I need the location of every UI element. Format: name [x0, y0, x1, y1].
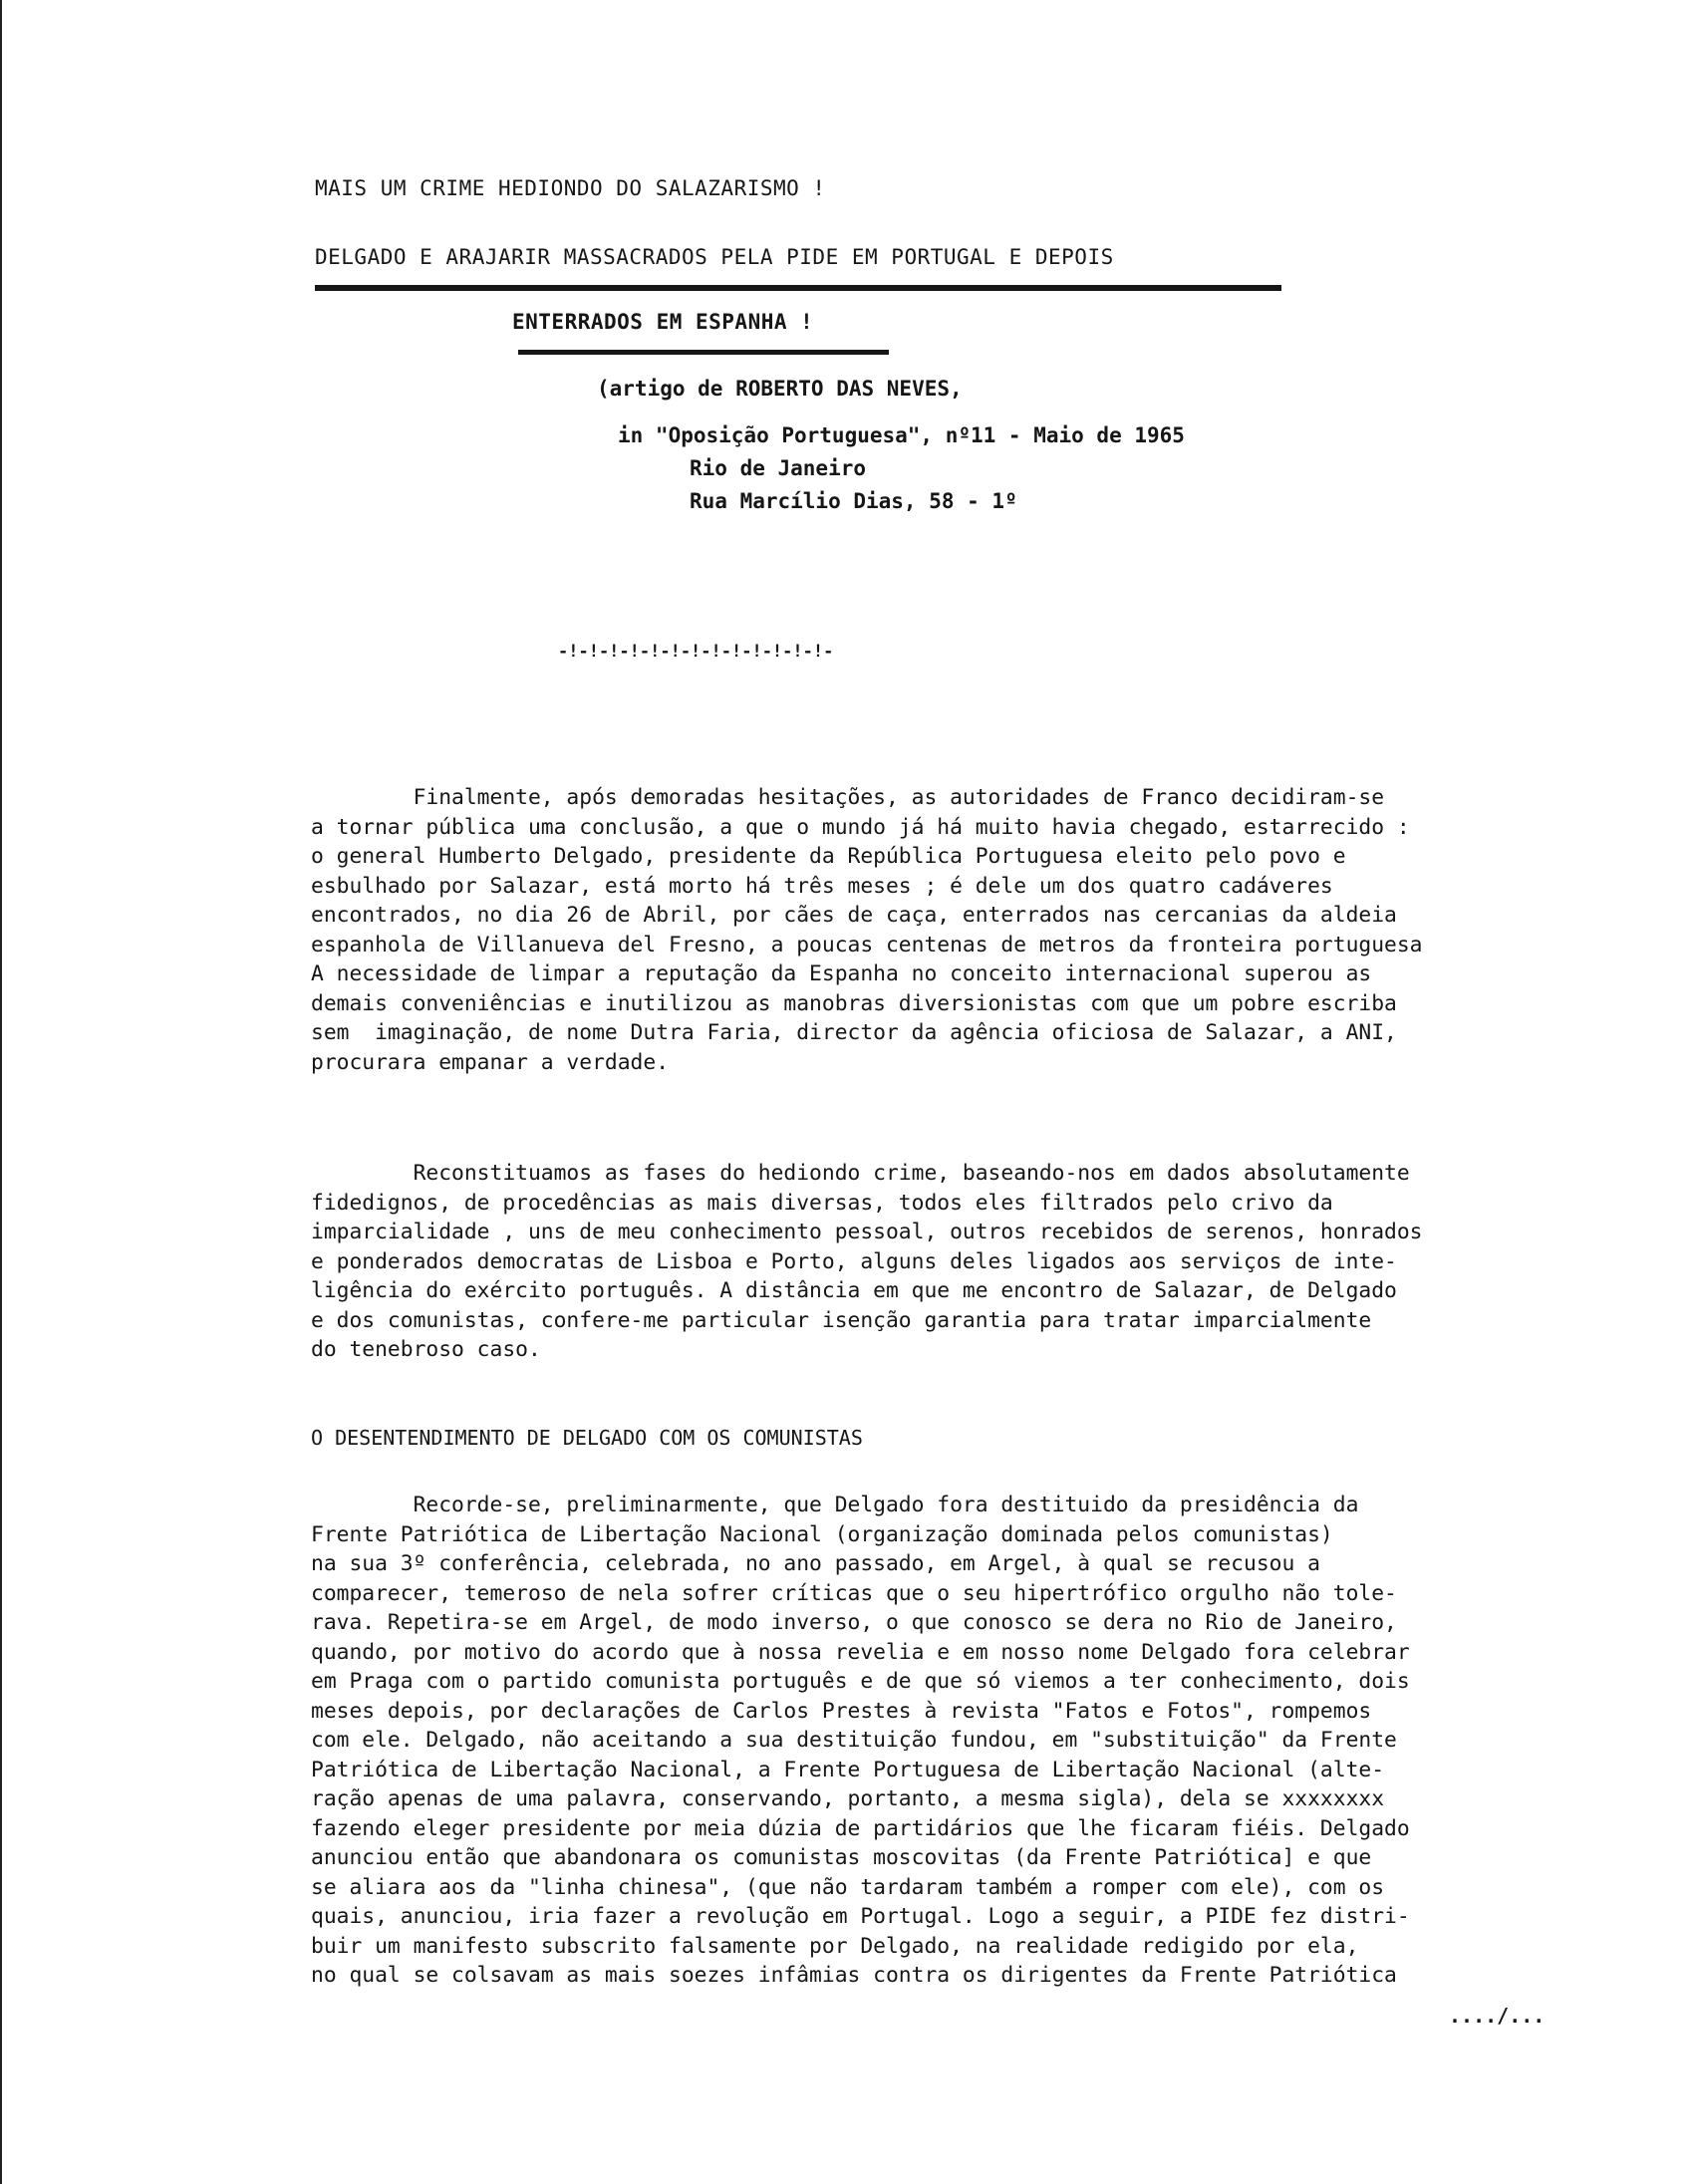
paragraph-line: meses depois, por declarações de Carlos Prestes à revista "Fatos e Fotos", rompemos — [311, 1698, 1372, 1724]
paragraph-line: A necessidade de limpar a reputação da Espanha no conceito internacional superou as — [311, 961, 1372, 986]
paragraph-line: procurara empanar a verdade. — [311, 1049, 670, 1075]
headline-1: MAIS UM CRIME HEDIONDO DO SALAZARISMO ! — [315, 176, 826, 200]
paragraph-line: em Praga com o partido comunista português e de que só viemos a ter conhecimento, dois — [311, 1669, 1410, 1694]
paragraph-line: e ponderados democratas de Lisboa e Porto, alguns deles ligados aos serviços de inte- — [311, 1248, 1397, 1274]
citation-address: Rua Marcílio Dias, 58 - 1º — [690, 489, 1017, 513]
paragraph-line: no qual se colsavam as mais soezes infâmias contra os dirigentes da Frente Patriótica — [311, 1963, 1397, 1988]
paragraph-line: anunciou então que abandonara os comunistas moscovitas (da Frente Patriótica] e que — [311, 1845, 1372, 1870]
paragraph-line: encontrados, no dia 26 de Abril, por cães de caça, enterrados nas cercanias da aldeia — [311, 903, 1397, 928]
paragraph-line: quando, por motivo do acordo que à nossa revelia e em nosso nome Delgado fora celebrar — [311, 1639, 1410, 1665]
paragraph-line: esbulhado por Salazar, está morto há três meses ; é dele um dos quatro cadáveres — [311, 873, 1333, 899]
headline-underline-1 — [315, 285, 1281, 291]
paragraph-line: comparecer, temeroso de nela sofrer críticas que o seu hipertrófico orgulho não tole- — [311, 1580, 1397, 1606]
paragraph-1 — [311, 783, 1690, 1077]
paragraph-line: Frente Patriótica de Libertação Nacional (organização dominada pelos comunistas) — [311, 1521, 1333, 1547]
paragraph-2 — [311, 1159, 1690, 1365]
paragraph-line: se aliara aos da "linha chinesa", (que não tardaram também a romper com ele), com os — [311, 1874, 1385, 1900]
paragraph-line: Reconstituamos as fases do hediondo crime, baseando-nos em dados absolutamente — [311, 1161, 1410, 1186]
headline-3: ENTERRADOS EM ESPANHA ! — [512, 310, 814, 334]
paragraph-line: a tornar pública uma conclusão, a que o mundo já há muito havia chegado, estarrecido : — [311, 814, 1410, 840]
paragraph-line: espanhola de Villanueva del Fresno, a poucas centenas de metros da fronteira portuguesa — [311, 932, 1423, 957]
paragraph-line: ligência do exército português. A distância em que me encontro de Salazar, de Delgado — [311, 1278, 1397, 1303]
section-heading: O DESENTENDIMENTO DE DELGADO COM OS COMUNISTAS — [311, 1426, 863, 1450]
paragraph-3 — [311, 1491, 1690, 1991]
paragraph-line: rava. Repetira-se em Argel, de modo inverso, o que conosco se dera no Rio de Janeiro, — [311, 1610, 1397, 1635]
continuation-mark: ..../... — [1449, 2004, 1546, 2028]
paragraph-line: buir um manifesto subscrito falsamente por Delgado, na realidade redigido por ela, — [311, 1933, 1359, 1959]
paragraph-line: fazendo eleger presidente por meia dúzia de partidários que lhe ficaram fiéis. Delgado — [311, 1815, 1410, 1841]
paragraph-line: demais conveniências e inutilizou as manobras diversionistas com que um pobre escriba — [311, 990, 1397, 1016]
paragraph-line: do tenebroso caso. — [311, 1337, 541, 1362]
citation-publication: in "Oposição Portuguesa", nº11 - Maio de 1965 — [618, 423, 1185, 447]
separator: -!-!-!-!-!-!-!-!-!-!-!-!-!- — [558, 642, 834, 662]
citation-author: (artigo de ROBERTO DAS NEVES, — [597, 377, 963, 401]
paragraph-line: ração apenas de uma palavra, conservando, portanto, a mesma sigla), dela se xxxxxxxx — [311, 1786, 1385, 1811]
paragraph-line: na sua 3º conferência, celebrada, no ano passado, em Argel, à qual se recusou a — [311, 1551, 1320, 1576]
headline-2: DELGADO E ARAJARIR MASSACRADOS PELA PIDE EM PORTUGAL E DEPOIS — [315, 245, 1114, 269]
paragraph-line: quais, anunciou, iria fazer a revolução em Portugal. Logo a seguir, a PIDE fez distri- — [311, 1904, 1410, 1929]
paragraph-line: Recorde-se, preliminarmente, que Delgado fora destituido da presidência da — [311, 1493, 1359, 1517]
headline-underline-2 — [518, 350, 889, 355]
paragraph-line: sem imaginação, de nome Dutra Faria, director da agência oficiosa de Salazar, a ANI, — [311, 1020, 1397, 1045]
paragraph-line: o general Humberto Delgado, presidente da República Portuguesa eleito pelo povo e — [311, 844, 1346, 869]
paragraph-line: Patriótica de Libertação Nacional, a Frente Portuguesa de Libertação Nacional (alte- — [311, 1757, 1385, 1782]
paragraph-line: imparcialidade , uns de meu conhecimento pessoal, outros recebidos de serenos, honrados — [311, 1220, 1423, 1244]
paragraph-line: fidedignos, de procedências as mais diversas, todos eles filtrados pelo crivo da — [311, 1190, 1333, 1216]
paragraph-line: e dos comunistas, confere-me particular isenção garantia para tratar imparcialmente — [311, 1307, 1372, 1333]
paragraph-line: Finalmente, após demoradas hesitações, as autoridades de Franco decidiram-se — [311, 785, 1385, 810]
paragraph-line: com ele. Delgado, não aceitando a sua destituição fundou, em "substituição" da Frente — [311, 1728, 1397, 1753]
citation-city: Rio de Janeiro — [690, 456, 867, 480]
